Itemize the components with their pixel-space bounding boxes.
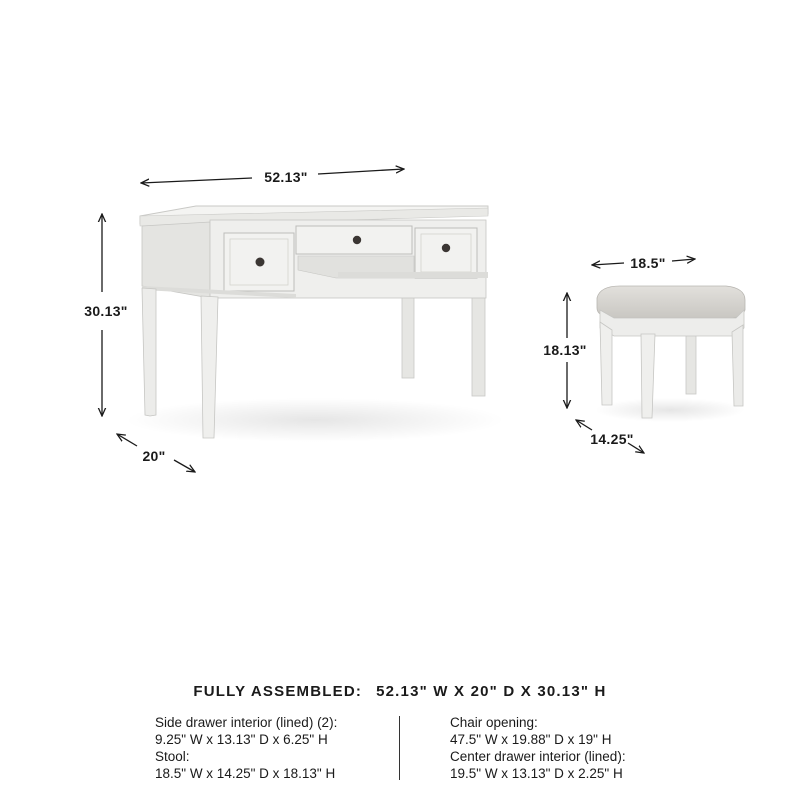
desk-depth-arrow-left [117, 434, 137, 446]
right-drawer-knob-icon [442, 244, 450, 252]
desk-depth-label: 20" [142, 448, 166, 464]
spec-column-right [450, 714, 626, 782]
spec-column-left [155, 714, 337, 782]
assembled-dimensions: 52.13" W X 20" D X 30.13" H [376, 683, 607, 700]
assembled-label: FULLY ASSEMBLED: [193, 683, 363, 700]
stool-leg-front-left [600, 322, 612, 405]
desk-depth-arrow-right [174, 460, 195, 472]
desk-right-drawer[interactable] [415, 228, 477, 278]
stool-width-arrow-left [592, 263, 624, 265]
stool-depth-arrow-left [576, 420, 592, 430]
stool-cushion [597, 286, 745, 318]
fully-assembled-heading [0, 683, 800, 700]
desk-leg-front-left [142, 288, 156, 416]
stool-width-label: 18.5" [630, 255, 666, 271]
stool-leg-right [732, 325, 743, 406]
spec-title: Chair opening: [450, 715, 538, 730]
desk-shadow [125, 398, 505, 442]
spec-divider [399, 716, 400, 780]
desk-width-arrow-left [141, 178, 252, 183]
spec-title: Center drawer interior (lined): [450, 749, 626, 764]
center-drawer-knob-icon [353, 236, 361, 244]
stool-height-label: 18.13" [543, 342, 587, 358]
desk-width-label: 52.13" [264, 169, 308, 185]
stool-shadow [595, 398, 745, 422]
desk-width-arrow-right [318, 169, 404, 174]
stool-illustration [595, 286, 745, 422]
stool-depth-label: 14.25" [590, 431, 634, 447]
left-drawer-knob-icon [256, 258, 265, 267]
stool-width-arrow-right [672, 259, 695, 261]
desk-illustration [125, 206, 505, 442]
spec-value: 18.5" W x 14.25" D x 18.13" H [155, 766, 336, 781]
spec-value: 47.5" W x 19.88" D x 19" H [450, 732, 612, 747]
spec-title: Side drawer interior (lined) (2): [155, 715, 338, 730]
spec-title: Stool: [155, 749, 190, 764]
spec-value: 9.25" W x 13.13" D x 6.25" H [155, 732, 328, 747]
spec-value: 19.5" W x 13.13" D x 2.25" H [450, 766, 623, 781]
desk-height-label: 30.13" [84, 303, 128, 319]
